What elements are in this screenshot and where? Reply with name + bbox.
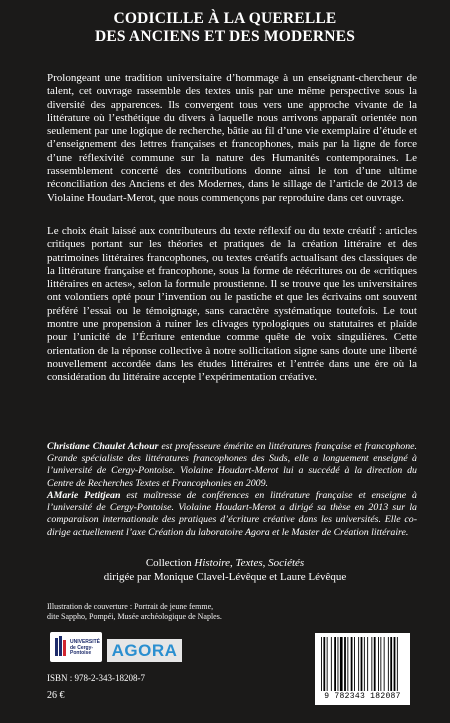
author-bio-2	[47, 490, 417, 539]
collection-name-1: Histoire	[194, 557, 231, 569]
agora-logo-text: AGORA	[111, 640, 178, 660]
author-bio-text-2: est maîtresse de conférences en littérature française et enseigne à l’université de Cergy-Pontoise. Violaine Houdart-Merot a dirigé sa thèse en 2013 sur la comparaison internationale des pratiques d’écriture créative dans les universités. Elle co-dirige actuellement l’axe Création du laboratoire Agora et le Master de Création littéraire.	[47, 490, 417, 538]
barcode-bar	[394, 637, 396, 691]
summary-paragraph-1: Prolongeant une tradition universitaire d’hommage à un enseignant-chercheur de talent, cet ouvrage rassemble des textes unis par une même perspective sous la diversité des apparences. Ils convergent tous vers une approche vivante de la littérature où l’esthétique du divers à laquelle nous arrivons apparaît orientée non seulement par une logique de recherche, bâtie au fil d’une vie exemplaire d’étude et d’enseignement des lettres françaises et francophones, mais par la ligne de force d’une réflexivité commune sur la nature des Humanités contemporaines. Le rassemblement concerté des contributions donne ainsi le ton d’une ultime réconciliation des Anciens et des Modernes, dans le sillage de l’article de 2013 de Violaine Houdart-Merot, que nous commençons par reproduire dans cet ouvrage.	[47, 72, 417, 204]
barcode-bar	[367, 637, 368, 691]
barcode-bar	[331, 637, 332, 691]
barcode-digits: 9 782343 182087	[324, 692, 401, 701]
university-logo-text	[70, 640, 100, 657]
barcode-bar	[378, 637, 379, 691]
title-line-1: CODICILLE À LA QUERELLE	[113, 10, 337, 27]
barcode-bar	[334, 637, 336, 691]
university-logo-line-2: de Cergy-Pontoise	[70, 644, 94, 656]
collection-info	[0, 556, 450, 584]
collection-sep-1: ,	[230, 557, 236, 569]
collection-name-3: Sociétés	[268, 557, 305, 569]
author-name-1: Christiane Chaulet Achour	[47, 441, 159, 452]
author-bio-1	[47, 441, 417, 490]
university-logo	[50, 632, 102, 662]
barcode-bar	[380, 637, 381, 691]
barcode-bar	[358, 637, 359, 691]
collection-line	[0, 556, 450, 570]
barcode-bar	[344, 637, 346, 691]
barcode-bar	[321, 637, 322, 691]
barcode-bar	[397, 637, 398, 691]
barcode-bar	[340, 637, 343, 691]
barcode-bar	[384, 637, 385, 691]
agora-logo	[107, 639, 182, 662]
barcode-bars	[321, 637, 404, 691]
author-name-2: AMarie Petitjean	[47, 490, 121, 501]
barcode-bar	[361, 637, 363, 691]
illustration-line-1: Illustration de couverture : Portrait de jeune femme,	[47, 602, 214, 611]
illustration-line-2: dite Sappho, Pompéi, Musée archéologique de Naples.	[47, 612, 222, 622]
title-line-2: DES ANCIENS ET DES MODERNES	[94, 28, 356, 45]
cover-illustration-credit	[47, 602, 257, 623]
collection-sep-2: ,	[262, 557, 269, 569]
barcode-bar	[327, 637, 328, 691]
isbn: ISBN : 978-2-343-18208-7	[47, 673, 145, 683]
university-logo-line-1: UNIVERSITÉ	[70, 639, 101, 645]
barcode-bar	[374, 637, 376, 691]
barcode	[315, 633, 410, 705]
barcode-bar	[338, 637, 339, 691]
barcode-bar	[388, 637, 389, 691]
barcode-bar	[347, 637, 348, 691]
author-bio-text-1: est professeure émérite en littératures française et francophone. Grande spécialiste des littératures francophones des Suds, elle a longuement enseigné à l’université de Cergy-Pontoise. Violaine Houdart-Merot lui a succédé à la direction du Centre de Recherches Textes et Francophonies en 2009.	[47, 441, 417, 489]
book-title	[0, 10, 450, 46]
barcode-bar	[323, 637, 325, 691]
barcode-bar	[354, 637, 355, 691]
barcode-bar	[390, 637, 392, 691]
barcode-bar	[351, 637, 353, 691]
collection-prefix: Collection	[145, 557, 195, 569]
barcode-bar	[364, 637, 365, 691]
university-emblem-icon	[53, 634, 69, 660]
collection-directors: dirigée par Monique Clavel-Lévêque et Laure Lévêque	[103, 571, 347, 583]
barcode-bar	[371, 637, 372, 691]
price: 26 €	[47, 690, 65, 701]
collection-name-2: Textes	[235, 557, 263, 569]
summary-paragraph-2: Le choix était laissé aux contributeurs du texte réflexif ou du texte créatif : articles critiques portant sur les théories et pratiques de la création littéraire et des patrimoines littéraires francophones, ou textes créatifs actualisant des classiques de la littérature française et francophone, sous la forme de réécritures ou de «critiques littéraires en actes», selon la formule proustienne. Il se trouve que les universitaires ont volontiers opté pour l’invention ou le pastiche et que les écrivains ont souvent préféré l’essai ou le témoignage, sans caractère systématique toutefois. Le tout montre une propension à ruiner les clivages typologiques ou statutaires et plaide pour l’unicité de l’Écriture entendue comme quête de voix singulières. Cette orientation de la réponse collective à notre sollicitation signe sans doute une liberté nouvellement accordée dans les études littéraires et l’entrée dans une ère où la considération du littéraire accepte l’expérimentation créative.	[47, 225, 417, 384]
